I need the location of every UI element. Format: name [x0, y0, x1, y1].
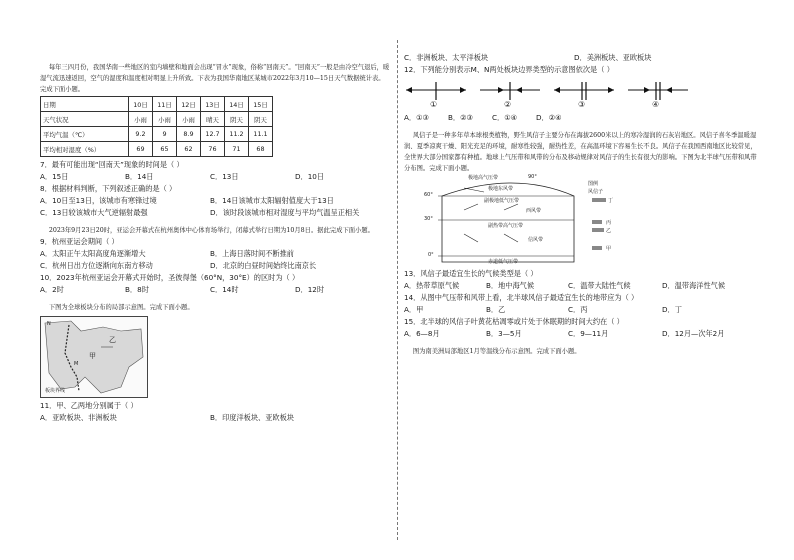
option-c[interactable]: C．13日较该城市大气逆辐射最强 — [40, 208, 148, 217]
table-row-label: 平均气温（℃） — [41, 127, 129, 142]
question-11-options — [404, 52, 759, 64]
table-cell: 小雨 — [129, 112, 153, 127]
boundary-diagram-3 — [552, 80, 616, 110]
legend-yi: 乙 — [606, 228, 612, 234]
diagram-1-svg — [404, 80, 468, 102]
legend-bar-ding — [592, 198, 606, 202]
option-c[interactable]: C．杭州日出方位逐渐向东南方移动 — [40, 261, 153, 270]
table-row-label: 天气状况 — [41, 112, 129, 127]
option-d[interactable]: D．温带海洋性气候 — [662, 281, 726, 290]
option-c[interactable]: C．14时 — [210, 285, 239, 294]
table-cell: 13日 — [201, 97, 225, 112]
intro-south-america: 图为南美洲局部地区1月等温线分布示意图。完成下面小题。 — [412, 348, 581, 355]
question-9-options — [40, 260, 390, 272]
table-row — [41, 97, 273, 112]
intro-plates: 下图为全球板块分布的局部示意图。完成下面小题。 — [48, 304, 194, 311]
diagram-3-svg — [552, 80, 616, 102]
intro-asian-games: 2023年9月23日20时，亚运会开幕式在杭州奥体中心体育场举行，闭幕式举行日期为10月8日。据此完成下面小题。 — [48, 227, 374, 234]
label-30: 30° — [424, 216, 433, 222]
legend-bar-yi — [592, 228, 604, 232]
option-a[interactable]: A．甲 — [404, 305, 424, 314]
column-divider — [397, 40, 398, 540]
table-row — [41, 127, 273, 142]
table-cell: 小雨 — [153, 112, 177, 127]
legend-bing: 丙 — [606, 220, 612, 226]
option-a[interactable]: A．6—8月 — [404, 329, 440, 338]
label-60: 60° — [424, 192, 433, 198]
legend-bar-bing — [592, 220, 602, 224]
arrow-left — [666, 87, 672, 93]
table-cell: 8.9 — [177, 127, 201, 142]
table-cell: 9.2 — [129, 127, 153, 142]
arrow-right — [644, 87, 650, 93]
intro-huinan: 每年三四月份，我国华南一些地区的室内墙壁和地面会出现“冒水”现象，俗称“回南天”。“回南天”一般是由冷空气退后，暖湿气流迅速返回，空气的湿度和温度相对明显上升所致。下表为我国华南地区某城市2022年3月10—15日天气数据统计表。完成下面小题。 — [40, 64, 390, 93]
option-d[interactable]: D．北京的白昼时间始终比南京长 — [210, 261, 317, 270]
left-column — [40, 62, 390, 424]
diagram-label: ① — [430, 100, 438, 109]
right-column — [404, 52, 759, 357]
question-8: 8．根据材料判断，下列叙述正确的是（ ） — [40, 184, 177, 193]
option-c[interactable]: C．温带大陆性气候 — [568, 281, 631, 290]
table-cell: 14日 — [225, 97, 249, 112]
option-b[interactable]: B．乙 — [486, 305, 506, 314]
question-10-options — [40, 284, 390, 296]
table-cell: 阴天 — [249, 112, 273, 127]
label-subtropical-high: 副热带高气压带 — [488, 223, 524, 229]
option-c[interactable]: C．9—11月 — [568, 329, 609, 338]
arrow-right — [498, 87, 504, 93]
boundary-diagrams — [404, 80, 759, 110]
option-b[interactable]: B．8时 — [125, 285, 149, 294]
table-cell: 62 — [177, 142, 201, 157]
option-c[interactable]: C．非洲板块、太平洋板块 — [404, 53, 489, 62]
table-cell: 11.2 — [225, 127, 249, 142]
option-d[interactable]: D．丁 — [662, 305, 682, 314]
label-polar-high: 极地高气压带 — [468, 175, 499, 181]
question-10: 10．2023年杭州亚运会开幕式开始时，圣彼得堡（60°N，30°E）的区时为（ ） — [40, 273, 300, 282]
table-cell: 11.1 — [249, 127, 273, 142]
plate-map — [40, 316, 148, 398]
table-cell: 12日 — [177, 97, 201, 112]
label-westerlies: 西风带 — [526, 208, 542, 214]
diagram-4-svg — [626, 80, 690, 102]
option-b[interactable]: B．地中海气候 — [486, 281, 535, 290]
option-a[interactable]: A．15日 — [40, 172, 69, 181]
table-cell: 76 — [201, 142, 225, 157]
legend-hyacinth: 风信子 — [588, 189, 604, 195]
question-14: 14．从图中气压带和风带上看，北半球风信子最适宜生长的地带应为（ ） — [404, 293, 639, 302]
table-cell: 晴天 — [201, 112, 225, 127]
arrow-right — [460, 87, 466, 93]
option-a[interactable]: A．热带草原气候 — [404, 281, 460, 290]
diagram-label: ③ — [578, 100, 586, 109]
question-8-options — [40, 195, 390, 207]
question-8-options — [40, 207, 390, 219]
legend-jia: 甲 — [606, 246, 612, 252]
question-14-options — [404, 304, 759, 316]
diagram-2-svg — [478, 80, 542, 102]
pressure-wind-belt-figure — [424, 176, 624, 266]
option-a[interactable]: A．①③ — [404, 113, 429, 122]
weather-table — [40, 96, 273, 157]
diagram-label: ④ — [652, 100, 660, 109]
label-equatorial-low: 赤道低气压带 — [488, 259, 519, 265]
boundary-diagram-4 — [626, 80, 690, 110]
table-row — [41, 142, 273, 157]
label-90: 90° — [528, 174, 537, 180]
label-polar-easterlies: 极地东风带 — [488, 186, 514, 192]
table-cell: 11日 — [153, 97, 177, 112]
question-12-options — [404, 112, 759, 124]
option-a[interactable]: A．太阳正午太阳高度角逐渐增大 — [40, 249, 146, 258]
option-d[interactable]: D．②④ — [536, 113, 562, 122]
table-row — [41, 112, 273, 127]
question-7: 7．最有可能出现“回南天”现象的时间是（ ） — [40, 160, 184, 169]
label-subpolar-low: 副极地低气压带 — [484, 198, 520, 204]
table-cell: 15日 — [249, 97, 273, 112]
intro-hyacinth: 风信子是一种多年草本球根类植物，野生风信子主要分布在海拔2600米以上的寒冷湿润的石灰岩地区。风信子喜冬季温暖湿润、夏季凉爽干燥、阳光充足的环境，耐寒性较强，耐热性差，在高温环境下容易生长不良。风信子在我国西南地区比较常见，全世界大部分国家都有种植。地球上气压带和风带的分布及移动规律对风信子的生长有很大的影响。下图为北半球气压带和风带分布图。完成下面小题。 — [404, 132, 757, 172]
option-c[interactable]: C．13日 — [210, 172, 239, 181]
table-cell: 小雨 — [177, 112, 201, 127]
table-cell: 10日 — [129, 97, 153, 112]
arrow-right — [608, 87, 614, 93]
label-0: 0° — [428, 252, 434, 258]
option-d[interactable]: D．该时段该城市相对湿度与平均气温呈正相关 — [210, 208, 360, 217]
table-cell: 阴天 — [225, 112, 249, 127]
arrow-left — [516, 87, 522, 93]
map-label-n: N — [47, 321, 51, 327]
table-cell: 65 — [153, 142, 177, 157]
table-cell: 71 — [225, 142, 249, 157]
map-legend: 板块界线 — [45, 388, 66, 394]
option-c[interactable]: C．丙 — [568, 305, 588, 314]
boundary-diagram-1 — [404, 80, 468, 110]
question-9-options — [40, 248, 390, 260]
option-b[interactable]: B．3—5月 — [486, 329, 522, 338]
option-b[interactable]: B．14日该城市太阳辐射值度大于13日 — [210, 196, 334, 205]
question-13: 13．风信子最适宜生长的气候类型是（ ） — [404, 269, 538, 278]
label-trade-winds: 信风带 — [528, 237, 544, 243]
table-cell: 68 — [249, 142, 273, 157]
option-b[interactable]: B．14日 — [125, 172, 154, 181]
option-b[interactable]: B．②③ — [448, 113, 474, 122]
diagram-label: ② — [504, 100, 512, 109]
option-b[interactable]: B．上海日落时间不断推前 — [210, 249, 294, 258]
option-b[interactable]: B．印度洋板块、亚欧板块 — [210, 413, 294, 422]
table-cell: 69 — [129, 142, 153, 157]
map-label-yi: 乙 — [109, 336, 116, 344]
question-15-options — [404, 328, 759, 340]
option-a[interactable]: A．10日至13日，该城市有寒锋过境 — [40, 196, 157, 205]
question-13-options — [404, 280, 759, 292]
arrow-left — [554, 87, 560, 93]
question-7-options — [40, 171, 390, 183]
legend-ding: 丁 — [608, 198, 614, 204]
option-d[interactable]: D．10日 — [295, 172, 325, 181]
legend-title: 图例 — [588, 181, 599, 187]
option-a[interactable]: A．亚欧板块、非洲板块 — [40, 413, 117, 422]
map-label-m: M — [74, 361, 79, 367]
table-cell: 9 — [153, 127, 177, 142]
table-header-label: 日期 — [41, 97, 129, 112]
question-12: 12．下列能分别表示M、N两处板块边界类型的示意图依次是（ ） — [404, 65, 614, 74]
question-15: 15．北半球的风信子叶黄花枯凋零或片处于休眠期的时间大约在（ ） — [404, 317, 624, 326]
question-9: 9．杭州亚运会期间（ ） — [40, 237, 119, 246]
option-d[interactable]: D．美洲板块、亚欧板块 — [574, 53, 652, 62]
option-d[interactable]: D．12时 — [295, 285, 325, 294]
table-row-label: 平均相对湿度（%） — [41, 142, 129, 157]
table-cell: 12.7 — [201, 127, 225, 142]
option-a[interactable]: A．2时 — [40, 285, 64, 294]
map-label-jia: 甲 — [89, 352, 96, 360]
boundary-diagram-2 — [478, 80, 542, 110]
arrow-left — [406, 87, 412, 93]
option-d[interactable]: D．12月—次年2月 — [662, 329, 725, 338]
option-c[interactable]: C．①④ — [492, 113, 518, 122]
question-11: 11．甲、乙两地分别属于（ ） — [40, 401, 138, 410]
legend-bar-jia — [592, 246, 602, 250]
question-11-options — [40, 412, 390, 424]
